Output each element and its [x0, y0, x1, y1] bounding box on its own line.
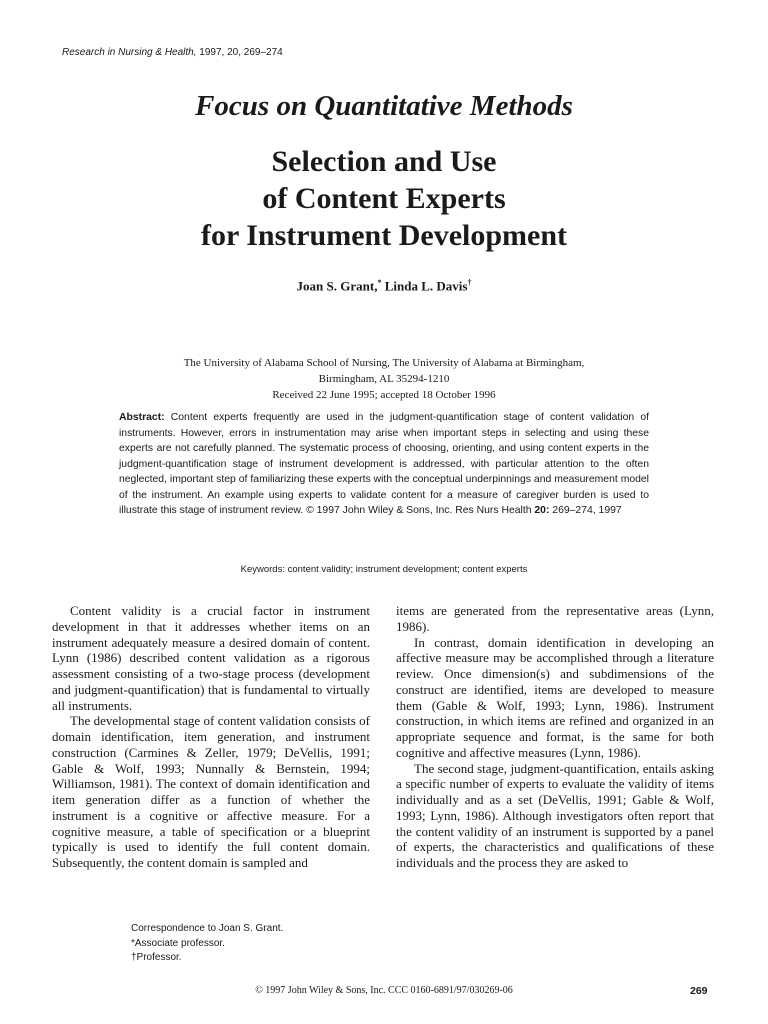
- abstract-text: Content experts frequently are used in the judgment-quantification stage of content validation of instruments. However, errors in instrumentation may arise when important steps in selecting and using these experts are not carefully planned. The systematic process of choosing, orienting, and using content experts in the judgment-quantification stage of instrument development is addressed, with particular attention to the often neglected, important step of familiarizing these experts with the conceptual underpinnings and measurement model of the instrument. An example using experts to validate content for a measure of caregiver burden is used to illustrate this stage of instrument review. © 1997 John Wiley & Sons, Inc. Res Nurs Health: [119, 412, 649, 516]
- title-line: of Content Experts: [262, 182, 506, 215]
- body-paragraph: Content validity is a crucial factor in instrument development in that it addresses whether items on an instrument adequately measure a desired domain of content. Lynn (1986) described content validation as a rigorous assessment consisting of a two-stage process (development and judgment-quantification) that is fundamental to virtually all instruments.: [52, 603, 370, 713]
- footnote-professor: †Professor.: [131, 952, 182, 963]
- author-mark: *: [377, 278, 382, 287]
- keywords: Keywords: content validity; instrument development; content experts: [240, 564, 528, 575]
- received-dates: Received 22 June 1995; accepted 18 October 1996: [272, 389, 496, 401]
- affiliation-line: The University of Alabama School of Nursing, The University of Alabama at Birmingham,: [183, 357, 585, 369]
- title-line: Selection and Use: [271, 145, 497, 178]
- title-line: for Instrument Development: [200, 219, 568, 252]
- abstract: [119, 410, 649, 519]
- footnote-correspondence: Correspondence to Joan S. Grant.: [131, 923, 284, 934]
- affiliation: [100, 355, 668, 403]
- journal-issue: 1997, 20, 269–274: [196, 47, 283, 58]
- affiliation-line: Birmingham, AL 35294-1210: [318, 373, 450, 385]
- abstract-label: Abstract:: [119, 412, 165, 423]
- section-title: Focus on Quantitative Methods: [195, 90, 573, 122]
- journal-name: Research in Nursing & Health,: [62, 47, 197, 58]
- author-name: Joan S. Grant,: [296, 278, 378, 294]
- article-title: [0, 143, 768, 254]
- abstract-citation: 269–274, 1997: [549, 505, 622, 516]
- page-number: 269: [690, 985, 708, 997]
- body-paragraph: In contrast, domain identification in developing an affective measure may be accomplished through a literature review. Once dimension(s) and subdimensions of the construct are identified, items are developed to measure them (Gable & Wolf, 1993; Lynn, 1986). Instrument construction, in which items are refined and organized in an appropriate sequence and format, is the same for both cognitive and affective measures (Lynn, 1986).: [396, 634, 714, 760]
- body-paragraph: The developmental stage of content validation consists of domain identification, item generation, and instrument construction (Carmines & Zeller, 1979; DeVellis, 1991; Gable & Wolf, 1993; Nunnally & Bernstein, 1994; Williamson, 1981). The context of domain identification and item generation differ as a function of whether the instrument is a cognitive or affective measure. For a cognitive measure, a table of specification or a blueprint typically is used to identify the full content domain. Subsequently, the content domain is sampled and: [52, 713, 370, 870]
- author-mark: †: [467, 278, 472, 287]
- footnotes: [131, 922, 283, 966]
- journal-citation: [62, 46, 283, 60]
- authors: [0, 274, 768, 295]
- copyright-line: © 1997 John Wiley & Sons, Inc. CCC 0160-6891/97/030269-06: [255, 985, 513, 996]
- footnote-associate: *Associate professor.: [131, 937, 225, 949]
- body-paragraph-continued: items are generated from the representative areas (Lynn, 1986).: [396, 603, 714, 634]
- body-paragraph: The second stage, judgment-quantification, entails asking a specific number of experts to evaluate the validity of items individually and as a set (DeVellis, 1991; Gable & Wolf, 1993; Lynn, 1986). Although investigators often report that the content validity of an instrument is supported by a panel of experts, the characteristics and qualifications of these individuals and the process they are asked to: [396, 760, 714, 870]
- body-column-left: [52, 603, 370, 871]
- abstract-volume: 20:: [534, 505, 550, 516]
- author-name: Linda L. Davis: [381, 278, 468, 294]
- body-column-right: [396, 603, 714, 871]
